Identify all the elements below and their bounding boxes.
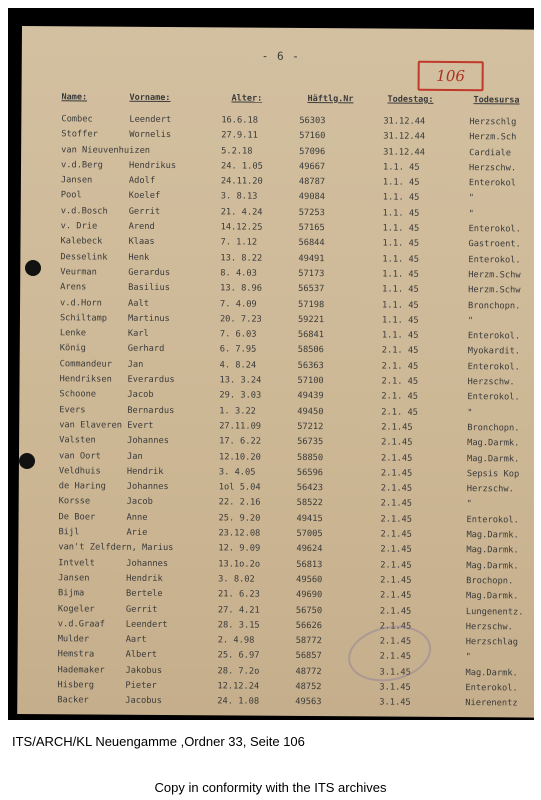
birth-date-cell: 13. 3.24 — [219, 375, 262, 386]
cause-of-death-cell: Brochopn. — [466, 576, 514, 587]
death-date-cell: 2.1.45 — [379, 636, 412, 647]
birth-date-cell: 13. 8.22 — [220, 253, 263, 264]
birth-date-cell: 3. 4.05 — [218, 467, 256, 478]
birth-date-cell: 12.12.24 — [217, 681, 260, 692]
first-name-cell: Evert — [127, 420, 154, 431]
birth-date-cell: 8. 4.03 — [220, 268, 257, 279]
death-date-cell: 2.1.45 — [380, 514, 412, 525]
surname-cell: van Elaveren — [59, 420, 123, 431]
surname-cell: Mulder — [57, 634, 90, 645]
prisoner-number-cell: 48787 — [298, 177, 326, 188]
record-rows — [17, 114, 534, 714]
first-name-cell: Basilius — [128, 283, 171, 294]
header-death-date: Todestag: — [387, 94, 434, 105]
cause-of-death-cell: " — [468, 193, 475, 204]
first-name-cell: Bernardus — [127, 405, 175, 416]
prisoner-number-cell: 56537 — [298, 284, 325, 295]
prisoner-number-cell: 56423 — [296, 483, 323, 494]
birth-date-cell: 20. 7.23 — [219, 314, 262, 325]
first-name-cell: Johannes — [126, 481, 169, 493]
surname-cell: Hemstra — [57, 649, 95, 660]
cause-of-death-cell: Herzm.Sch — [469, 132, 517, 143]
prisoner-number-cell: 49439 — [297, 391, 324, 402]
first-name-cell: Hendrik — [126, 573, 163, 584]
prisoner-number-cell: 56813 — [296, 559, 323, 570]
birth-date-cell: 22. 2.16 — [218, 497, 261, 509]
prisoner-number-cell: 58522 — [296, 498, 323, 509]
first-name-cell: Jacob — [127, 390, 154, 401]
death-date-cell: 31.12.44 — [383, 147, 426, 158]
cause-of-death-cell: Sepsis Kop — [466, 468, 520, 480]
prisoner-number-cell: 49690 — [295, 590, 323, 601]
prisoner-number-cell: 49563 — [295, 697, 322, 708]
birth-date-cell: 27.9.11 — [221, 130, 258, 141]
cause-of-death-cell: Cardiale — [469, 147, 512, 159]
birth-date-cell: 12. 9.09 — [218, 543, 261, 554]
surname-cell: Bijl — [58, 527, 80, 538]
cause-of-death-cell: Mag.Darmk. — [466, 453, 520, 465]
birth-date-cell: 24. 1.05 — [220, 161, 263, 172]
prisoner-number-cell: 49491 — [298, 253, 325, 264]
death-date-cell: 2.1.45 — [380, 468, 413, 479]
birth-date-cell: 3. 8.13 — [220, 191, 258, 203]
cause-of-death-cell: Mag.Darmk. — [466, 530, 519, 541]
death-date-cell: 2.1.45 — [380, 453, 413, 464]
cause-of-death-cell: Herzschw. — [467, 377, 515, 388]
death-date-cell: 1.1. 45 — [382, 177, 420, 188]
surname-cell: Backer — [57, 695, 89, 706]
cause-of-death-cell: Myokardit. — [467, 346, 521, 357]
surname-cell: Veldhuis — [58, 466, 101, 477]
surname-cell: Jansen — [58, 573, 90, 584]
first-name-cell: Aart — [125, 634, 147, 645]
surname-cell: Intvelt — [58, 557, 95, 569]
surname-cell: Combec — [61, 114, 93, 125]
prisoner-number-cell: 56596 — [296, 467, 324, 478]
first-name-cell: Gerrit — [128, 206, 161, 217]
surname-cell: Lenke — [59, 328, 87, 339]
prisoner-number-cell: 56841 — [297, 330, 325, 341]
birth-date-cell: 25. 9.20 — [218, 513, 261, 524]
first-name-cell: Gerrit — [125, 604, 158, 615]
surname-cell: Schiltamp — [59, 313, 108, 324]
birth-date-cell: 5.2.18 — [221, 145, 253, 157]
birth-date-cell: 2. 4.98 — [217, 635, 255, 646]
death-date-cell: 1.1. 45 — [382, 208, 420, 219]
first-name-cell: Aalt — [128, 298, 150, 309]
first-name-cell: Adolf — [128, 175, 156, 187]
birth-date-cell: 17. 6.22 — [219, 436, 261, 447]
cause-of-death-cell: Enterokol. — [467, 331, 521, 342]
first-name-cell: Leendert — [129, 114, 172, 126]
birth-date-cell: 16.6.18 — [221, 115, 259, 126]
prisoner-number-cell: 56857 — [295, 651, 322, 662]
prisoner-number-cell: 58772 — [295, 636, 322, 647]
cause-of-death-cell: Herzschw. — [466, 484, 514, 495]
first-name-cell: Everardus — [127, 374, 175, 386]
first-name-cell: Johannes — [127, 435, 169, 447]
cause-of-death-cell: Enterokol. — [467, 392, 520, 403]
prisoner-number-cell: 49084 — [298, 192, 326, 203]
first-name-cell: Leendert — [125, 619, 168, 630]
first-name-cell: Gerhard — [127, 344, 165, 355]
first-name-cell: Hendrik — [126, 466, 164, 477]
surname-cell: v.d.Graaf — [57, 619, 105, 630]
surname-cell: Pool — [60, 190, 82, 201]
surname-cell: van Oort — [58, 450, 101, 462]
footer-note: Copy in conformity with the ITS archives — [154, 780, 387, 795]
death-date-cell: 1.1. 45 — [382, 223, 420, 234]
surname-cell: Veurman — [60, 267, 97, 278]
death-date-cell: 1.1. 45 — [381, 330, 419, 341]
cause-of-death-cell: " — [466, 499, 472, 510]
birth-date-cell: 24. 1.08 — [217, 696, 260, 707]
header-cause: Todesursa — [473, 95, 520, 106]
prisoner-number-cell: 56363 — [297, 360, 324, 371]
birth-date-cell: 21. 6.23 — [218, 589, 260, 600]
first-name-cell: Albert — [125, 650, 158, 661]
death-date-cell: 2.1. 45 — [381, 391, 419, 403]
surname-cell: Arens — [60, 282, 87, 293]
birth-date-cell: 27.11.09 — [219, 421, 262, 432]
death-date-cell: 2.1.45 — [380, 544, 412, 556]
death-date-cell: 1.1. 45 — [382, 193, 420, 204]
table-row — [17, 695, 534, 714]
death-date-cell: 2.1. 45 — [381, 376, 419, 387]
birth-date-cell: 13.1o.2o — [218, 558, 261, 570]
cause-of-death-cell: Lungenentz. — [465, 606, 524, 618]
prisoner-number-cell: 57253 — [298, 207, 325, 218]
prisoner-number-cell: 49415 — [296, 513, 323, 524]
surname-cell: Schoone — [59, 389, 97, 400]
prisoner-number-cell: 57005 — [296, 528, 323, 540]
cause-of-death-cell: Herzschlg — [469, 117, 517, 128]
prisoner-number-cell: 58506 — [297, 345, 324, 356]
birth-date-cell: 7. 4.09 — [220, 298, 257, 310]
cause-of-death-cell: Gastroent. — [468, 239, 521, 250]
surname-cell: v.d.Horn — [60, 297, 102, 309]
prisoner-number-cell: 56844 — [298, 238, 325, 249]
birth-date-cell: 6. 7.95 — [219, 344, 257, 356]
first-name-cell: Jakobus — [125, 665, 163, 676]
first-name-cell: Bertele — [126, 588, 163, 600]
cause-of-death-cell: Herzm.Schw — [468, 285, 521, 296]
prisoner-number-cell: 58850 — [296, 452, 324, 463]
first-name-cell: Hendrikus — [128, 160, 177, 171]
birth-date-cell: 21. 4.24 — [220, 207, 263, 218]
surname-cell: Jansen — [60, 175, 93, 186]
header-prisoner-number: Häftlg.Nr — [307, 93, 354, 105]
header-dob: Alter: — [231, 93, 263, 104]
cause-of-death-cell: Herzschlag — [465, 637, 519, 648]
prisoner-number-cell: 56735 — [297, 437, 324, 448]
prisoner-number-cell: 48772 — [295, 666, 322, 677]
header-first-name: Vorname: — [129, 92, 171, 104]
surname-cell: van Nieuvenhuizen — [61, 144, 151, 156]
surname-cell: König — [59, 343, 86, 354]
death-date-cell: 2.1.45 — [380, 483, 413, 494]
cause-of-death-cell: Enterokol. — [466, 514, 519, 526]
cause-of-death-cell: Mag.Darmk. — [465, 591, 519, 602]
header-name: Name: — [61, 92, 88, 103]
death-date-cell: 1.1. 45 — [381, 315, 419, 326]
archive-reference: ITS/ARCH/KL Neuengamme ,Ordner 33, Seite 106 — [12, 734, 305, 749]
cause-of-death-cell: Nierenentz — [465, 698, 518, 709]
death-date-cell: 2.1.45 — [379, 590, 412, 601]
birth-date-cell: 13. 8.96 — [220, 283, 263, 294]
birth-date-cell: 3. 8.02 — [218, 574, 255, 585]
cause-of-death-cell: Enterokol — [468, 178, 517, 189]
first-name-cell: Klaas — [128, 237, 155, 248]
cause-of-death-cell: " — [468, 208, 474, 219]
birth-date-cell: 24.11.20 — [220, 176, 263, 187]
punch-hole — [25, 260, 41, 276]
death-date-cell: 2.1. 45 — [381, 407, 418, 418]
table-header — [21, 92, 534, 110]
birth-date-cell: 25. 6.97 — [217, 650, 260, 662]
death-date-cell: 3.1.45 — [379, 682, 411, 693]
birth-date-cell: 28. 3.15 — [217, 620, 260, 631]
surname-cell: Korsse — [58, 496, 91, 507]
death-date-cell: 2.1.45 — [380, 560, 412, 571]
first-name-cell: Martinus — [127, 313, 170, 324]
first-name-cell: Pieter — [125, 680, 157, 691]
surname-cell: v. Drie — [60, 221, 98, 232]
first-name-cell: Anne — [126, 512, 148, 523]
prisoner-number-cell: 56750 — [295, 605, 323, 616]
death-date-cell: 2.1. 45 — [381, 361, 419, 372]
first-name-cell: Wornelis — [129, 130, 172, 141]
birth-date-cell: 12.10.20 — [218, 451, 261, 463]
death-date-cell: 1.1. 45 — [382, 269, 419, 280]
death-date-cell: 2.1.45 — [381, 437, 413, 448]
first-name-cell: Karl — [127, 328, 149, 340]
prisoner-number-cell: 49624 — [296, 544, 323, 555]
page-number: - 6 - — [261, 49, 300, 63]
birth-date-cell: 1. 3.22 — [219, 406, 256, 417]
prisoner-number-cell: 57165 — [298, 223, 325, 234]
death-date-cell: 2.1. 45 — [381, 345, 419, 357]
surname-cell: v.d.Bosch — [60, 206, 108, 217]
surname-cell: v.d.Berg — [60, 160, 103, 171]
cause-of-death-cell: " — [465, 652, 471, 663]
cause-of-death-cell: Herzm.Schw — [468, 270, 521, 281]
cause-of-death-cell: Mag.Darmk. — [466, 560, 519, 572]
surname-cell: Stoffer — [61, 129, 98, 140]
death-date-cell: 2.1.45 — [379, 651, 412, 663]
prisoner-number-cell: 49667 — [298, 161, 326, 173]
punch-hole — [19, 453, 35, 469]
death-date-cell: 1.1. 45 — [382, 300, 419, 311]
birth-date-cell: 27. 4.21 — [217, 604, 260, 616]
cause-of-death-cell: Bronchopn. — [467, 423, 520, 434]
first-name-cell: Jacob — [126, 497, 153, 508]
surname-cell: Valsten — [59, 435, 96, 446]
prisoner-number-cell: 57100 — [297, 375, 324, 387]
death-date-cell: 31.12.44 — [383, 116, 426, 127]
surname-cell: Commandeur — [59, 359, 112, 370]
first-name-cell: Arend — [128, 221, 155, 233]
death-date-cell: 2.1.45 — [380, 498, 413, 510]
first-name-cell: Jan — [127, 359, 144, 370]
first-name-cell: Jacobus — [125, 696, 162, 707]
cause-of-death-cell: Enterokol. — [468, 254, 521, 266]
cause-of-death-cell: Mag.Darmk. — [466, 545, 519, 556]
death-date-cell: 3.1.45 — [379, 667, 411, 678]
first-name-cell: Jan — [126, 451, 143, 462]
surname-cell: van't Zelfdern, Marius — [58, 542, 174, 554]
surname-cell: Kalebeck — [60, 236, 103, 247]
cause-of-death-cell: " — [467, 315, 474, 327]
scanned-document-frame — [8, 8, 534, 720]
birth-date-cell: 14.12.25 — [220, 222, 263, 233]
cause-of-death-cell: Enterokol. — [468, 224, 521, 235]
death-date-cell: 1.1. 45 — [382, 238, 420, 250]
birth-date-cell: 28. 7.2o — [217, 666, 260, 677]
prisoner-number-cell: 49560 — [296, 574, 323, 586]
prisoner-number-cell: 57198 — [298, 299, 325, 310]
death-date-cell: 31.12.44 — [383, 131, 426, 143]
prisoner-number-cell: 57096 — [299, 146, 326, 157]
surname-cell: De Boer — [58, 511, 96, 523]
cause-of-death-cell: Mag.Darmk. — [465, 667, 518, 679]
birth-date-cell: 4. 8.24 — [219, 360, 257, 371]
cause-of-death-cell: Enterokol. — [467, 361, 520, 373]
first-name-cell: Henk — [128, 252, 150, 263]
prisoner-number-cell: 59221 — [297, 314, 325, 325]
surname-cell: Kogeler — [57, 603, 95, 615]
death-date-cell: 2.1.45 — [379, 606, 412, 617]
death-date-cell: 3.1.45 — [379, 697, 411, 709]
cause-of-death-cell: Enterokol. — [465, 683, 518, 694]
death-date-cell: 2.1.45 — [380, 529, 412, 540]
first-name-cell: Gerardus — [128, 267, 171, 279]
death-date-cell: 1.1. 45 — [382, 162, 420, 173]
death-date-cell: 1.1. 45 — [382, 254, 420, 265]
surname-cell: Bijma — [58, 588, 85, 599]
death-date-cell: 2.1.45 — [381, 422, 413, 433]
death-date-cell: 1.1. 45 — [382, 284, 419, 296]
death-date-cell: 2.1.45 — [380, 575, 412, 586]
prisoner-number-cell: 56626 — [295, 620, 323, 631]
prisoner-number-cell: 57160 — [299, 131, 326, 142]
birth-date-cell: 29. 3.03 — [219, 390, 262, 402]
first-name-cell: Arie — [126, 527, 148, 538]
surname-cell: de Haring — [58, 481, 106, 492]
prisoner-number-cell: 49450 — [297, 406, 324, 417]
document-sheet — [17, 26, 534, 718]
archive-stamp: 106 — [418, 61, 484, 91]
first-name-cell: Koelef — [128, 191, 161, 202]
first-name-cell: Johannes — [126, 558, 169, 569]
birth-date-cell: 23.12.08 — [218, 528, 261, 539]
prisoner-number-cell: 57173 — [298, 268, 325, 280]
cause-of-death-cell: " — [467, 407, 473, 418]
prisoner-number-cell: 48752 — [295, 681, 322, 693]
cause-of-death-cell: Mag.Darmk. — [467, 438, 520, 449]
surname-cell: Desselink — [60, 251, 108, 263]
surname-cell: Hisberg — [57, 680, 95, 691]
cause-of-death-cell: Bronchopn. — [468, 300, 521, 312]
surname-cell: Hademaker — [57, 664, 105, 676]
birth-date-cell: 7. 1.12 — [220, 237, 258, 249]
cause-of-death-cell: Herzschw. — [465, 621, 513, 633]
prisoner-number-cell: 57212 — [297, 421, 324, 433]
prisoner-number-cell: 56303 — [299, 115, 326, 127]
birth-date-cell: 7. 6.03 — [219, 329, 257, 340]
birth-date-cell: 1ol 5.04 — [218, 482, 261, 493]
cause-of-death-cell: Herzschw. — [468, 163, 517, 174]
death-date-cell: 2.1.45 — [379, 621, 412, 632]
surname-cell: Evers — [59, 404, 86, 416]
surname-cell: Hendriksen — [59, 374, 112, 385]
